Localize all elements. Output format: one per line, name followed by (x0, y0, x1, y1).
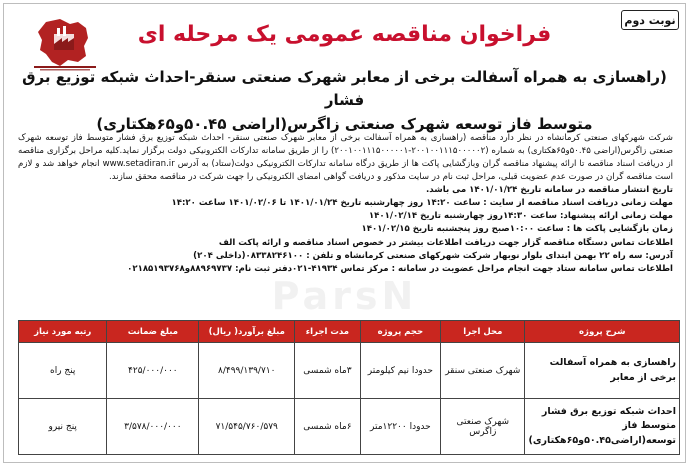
table-header-row (19, 321, 680, 343)
subject-line: متوسط فاز توسعه شهرک صنعتی زاگرس(اراضی ۵۰.۴۵و۶۵هکتاری) (96, 114, 593, 133)
col-header: محل اجرا (441, 321, 525, 343)
col-header: مبلغ برآورد( ریال) (199, 321, 295, 343)
publish-date: تاریخ انتشار مناقصه در سامانه تاریخ ۱۴۰۱/۰۱/۲۴ می باشد. (426, 185, 673, 196)
opening-time: زمان بازگشایی پاکت ها : ساعت ۱۰:۰۰صبح روز پنجشنبه تاریخ ۱۴۰۱/۰۲/۱۵ (361, 224, 673, 235)
watermark: ParsN (271, 274, 418, 318)
project-volume: حدودا نیم کیلومتر (360, 343, 440, 399)
notice-title: فراخوان مناقصه عمومی یک مرحله ای (137, 22, 552, 47)
project-duration: ۶ماه شمسی (295, 399, 360, 455)
col-header: حجم پروژه (360, 321, 440, 343)
document-deadline: مهلت زمانی دریافت اسناد مناقصه از سایت : ساعت ۱۴:۲۰ روز چهارشنبه تاریخ ۱۴۰۱/۰۱/۲۴ تا ۱۴۰۱/۰۲/۰۶ ساعت ۱۴:۲۰ (171, 198, 673, 209)
bid-deadline: مهلت زمانی ارائه پیشنهاد: ساعت ۱۴:۳۰روز چهارشنبه تاریخ ۱۴۰۱/۰۲/۱۴ (368, 211, 673, 222)
subject-line: (راهسازی به همراه آسفالت برخی از معابر شهرک صنعتی سنقر-احداث شبکه توزیع برق فشار (22, 68, 667, 110)
col-header: شرح پروژه (525, 321, 680, 343)
estimated-amount: ۷۱/۵۴۵/۷۶۰/۵۷۹ (199, 399, 295, 455)
project-location: شهرک صنعتی سنقر (441, 343, 525, 399)
edition-badge: نوبت دوم (621, 10, 679, 30)
col-header: مدت اجراء (295, 321, 360, 343)
table-row (19, 343, 680, 399)
tender-table (18, 320, 680, 455)
project-location: شهرک صنعتی زاگرس (441, 399, 525, 455)
contact-info-heading: اطلاعات تماس دستگاه مناقصه گزار جهت دریافت اطلاعات بیشتر در خصوص اسناد مناقصه و ارائه پاکت الف (218, 237, 673, 248)
guarantee-amount: ۳/۵۷۸/۰۰۰/۰۰۰ (107, 399, 199, 455)
project-description: راهسازی به همراه آسفالت برخی از معابر (525, 343, 680, 399)
col-header: مبلغ ضمانت (107, 321, 199, 343)
contact-address: آدرس: سه راه ۲۲ بهمن ابتدای بلوار نوبهار شرکت شهرکهای صنعتی کرمانشاه و تلفن : ۰۸۳۳۸۲۴۶۱۰۰(داخلی ۲۰۴) (193, 250, 673, 261)
col-header: رتبه مورد نیاز (19, 321, 107, 343)
notice-body (18, 132, 673, 276)
tender-notice (3, 3, 686, 463)
required-rank: پنج نیرو (19, 399, 107, 455)
project-duration: ۳ماه شمسی (295, 343, 360, 399)
required-rank: پنج راه (19, 343, 107, 399)
body-paragraph: شرکت شهرکهای صنعتی کرمانشاه در نظر دارد مناقصه (راهسازی به همراه آسفالت برخی از معابر شهرک صنعتی سنقر- احداث شبکه توزیع برق فشار متوسط فاز توسعه شهرک صنعتی زاگرس(اراضی ۵۰.۴۵و۶۵هکتاری) به شماره (۲۰۰۱۰۰۱۱۱۵۰۰۰۰۰۲-۲۰۰۱۰۰۱۱۱۵۰۰۰۰۰۱) را از طریق سامانه تدارکات الکترونیکی دولت برگزار نماید.کلیه مراحل برگزاری مناقصه از دریافت اسناد مناقصه تا ارائه پیشنهاد مناقصه گران وبازگشایی پاکت ها از طریق درگاه سامانه تدارکات الکترونیکی دولت(ستاد) به آدرس www.setadiran.ir انجام خواهد شد و لازم است مناقصه گران در صورت عدم عضویت قبلی، مراحل ثبت نام در سایت مذکور و دریافت گواهی امضای الکترونیکی را جهت شرکت در مناقصه محقق سازند. (18, 133, 673, 183)
project-description: احداث شبکه توزیع برق فشار متوسط فاز توسعه(اراضی۵۰.۴۵و۶۵هکتاری) (525, 399, 680, 455)
project-volume: حدودا ۱۲۲۰۰متر (360, 399, 440, 455)
setad-contact: اطلاعات تماس سامانه ستاد جهت انجام مراحل عضویت در سامانه : مرکز تماس ۴۱۹۳۴-۰۲۱دفتر ثبت نام: ۸۸۹۶۹۷۳۷و۰۲۱۸۵۱۹۳۷۶۸ (127, 263, 673, 274)
notice-subject (12, 66, 677, 136)
table-row (19, 399, 680, 455)
guarantee-amount: ۴۲۵/۰۰۰/۰۰۰ (107, 343, 199, 399)
estimated-amount: ۸/۴۹۹/۱۳۹/۷۱۰ (199, 343, 295, 399)
